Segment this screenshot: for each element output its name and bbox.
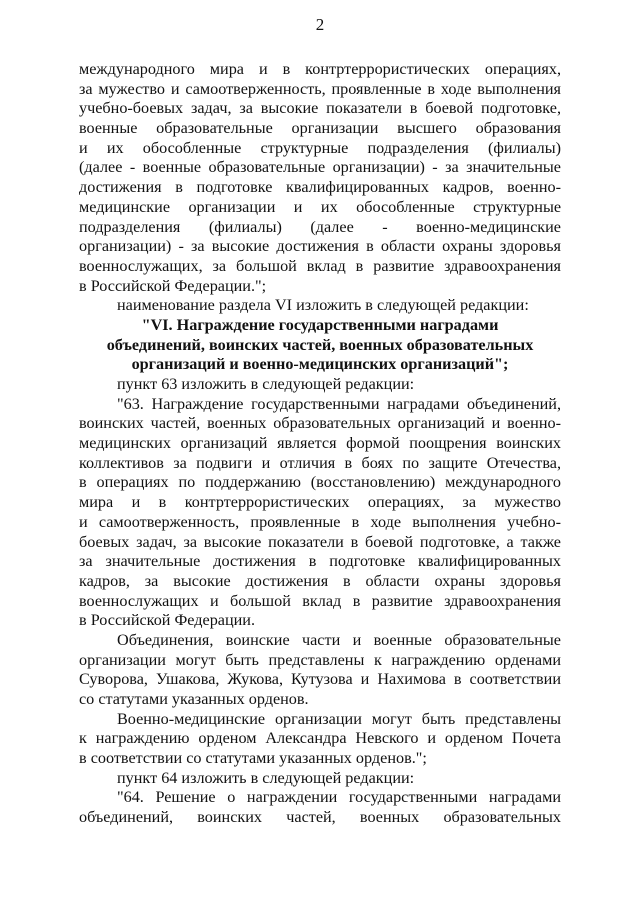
- text-line: Объединения, воинские части и военные образовательные: [117, 630, 561, 649]
- text-line: организации) - за высокие достижения в области охраны здоровья: [79, 237, 561, 256]
- document-body: [79, 60, 561, 828]
- section-heading-line: организаций и военно-медицинских организаций";: [131, 355, 509, 374]
- text-line: военные образовательные организации высшего образования: [79, 119, 561, 138]
- text-line: коллективов за подвиги и отличия в боях по защите Отечества,: [79, 453, 561, 472]
- text-line: объединений, воинских частей, военных образовательных: [79, 808, 561, 827]
- text-line: достижения в подготовке квалифицированных кадров, военно-: [79, 178, 561, 197]
- text-line: пункт 63 изложить в следующей редакции:: [117, 375, 415, 393]
- text-line: международного мира и в контртеррористических операциях,: [79, 60, 561, 78]
- text-line: военнослужащих, за большой вклад в развитие здравоохранения: [79, 256, 561, 275]
- text-line: Суворова, Ушакова, Жукова, Кутузова и Нахимова в соответствии: [79, 670, 561, 689]
- text-line: и самоотверженность, проявленные в ходе выполнения учебно-: [79, 512, 561, 531]
- text-line: медицинские организации и их обособленные структурные: [79, 197, 561, 216]
- text-line: учебно-боевых задач, за высокие показатели в боевой подготовке,: [79, 99, 561, 118]
- text-line: в Российской Федерации.";: [79, 276, 267, 295]
- page-number: 2: [315, 15, 325, 34]
- text-line: военнослужащих и большой вклад в развитие здравоохранения: [79, 591, 561, 610]
- text-line: наименование раздела VI изложить в следующей редакции:: [117, 296, 529, 315]
- text-line: медицинских организаций является формой поощрения воинских: [79, 434, 561, 453]
- text-line: и их обособленные структурные подразделения (филиалы): [79, 138, 561, 157]
- section-heading-line: "VI. Награждение государственными наградами: [141, 315, 499, 334]
- text-line: организации могут быть представлены к награждению орденами: [79, 650, 561, 669]
- text-line: мира и в контртеррористических операциях, за мужество: [79, 493, 561, 512]
- text-line: "64. Решение о награждении государственными наградами: [117, 788, 561, 807]
- text-line: подразделения (филиалы) (далее - военно-медицинские: [79, 217, 561, 236]
- text-line: пункт 64 изложить в следующей редакции:: [117, 768, 415, 787]
- text-line: со статутами указанных орденов.: [79, 690, 309, 708]
- text-line: к награждению орденом Александра Невского и орденом Почета: [79, 729, 561, 748]
- text-line: воинских частей, военных образовательных организаций и военно-: [79, 414, 561, 433]
- text-line: "63. Награждение государственными наградами объединений,: [117, 394, 561, 413]
- text-line: за значительные достижения в подготовке квалифицированных: [79, 552, 561, 571]
- section-heading-line: объединений, воинских частей, военных образовательных: [106, 335, 534, 354]
- text-line: в соответствии со статутами указанных орденов.";: [79, 749, 427, 768]
- text-line: за мужество и самоотверженность, проявленные в ходе выполнения: [79, 79, 561, 98]
- text-line: боевых задач, за высокие показатели в боевой подготовке, а также: [79, 532, 561, 551]
- text-line: Военно-медицинские организации могут быть представлены: [117, 709, 561, 728]
- text-line: кадров, за высокие достижения в области охраны здоровья: [79, 571, 561, 590]
- text-line: в операциях по поддержанию (восстановлению) международного: [79, 473, 561, 492]
- text-line: в Российской Федерации.: [79, 611, 256, 630]
- text-line: (далее - военные образовательные организации) - за значительные: [79, 158, 561, 177]
